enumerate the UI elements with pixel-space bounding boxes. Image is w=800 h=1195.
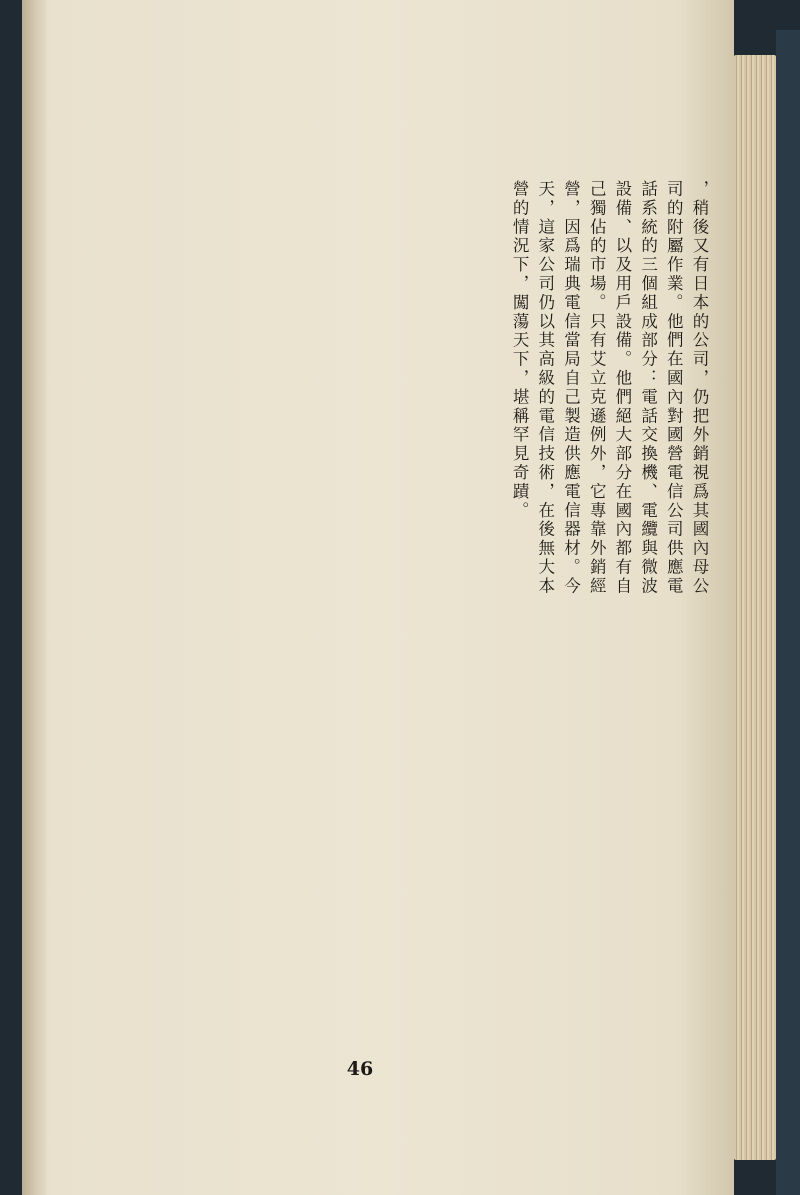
page-gutter — [22, 0, 46, 1195]
page-number: 46 — [346, 1058, 374, 1080]
page-edges — [734, 55, 776, 1160]
upper-paragraph-1: ，稍後又有日本的公司，仍把外銷視爲其國內母公司的附屬作業。他們在國內對國營電信公司供應電話系統的三個組成部分：電話交換機、電纜與微波設備、以及用戶設備。他們絕大部分在國內都有自己獨佔的市場。只有艾立克遜例外，它專靠外銷經營，因爲瑞典電信當局自己製造供應電信器材。今天，這家公司仍以其高級的電信技術，在後無大本營的情況下，闖蕩天下，堪稱罕見奇蹟。 — [510, 180, 709, 596]
book-cover-edge — [776, 30, 800, 1195]
upper-text-block — [72, 180, 712, 598]
book-page — [22, 0, 734, 1195]
